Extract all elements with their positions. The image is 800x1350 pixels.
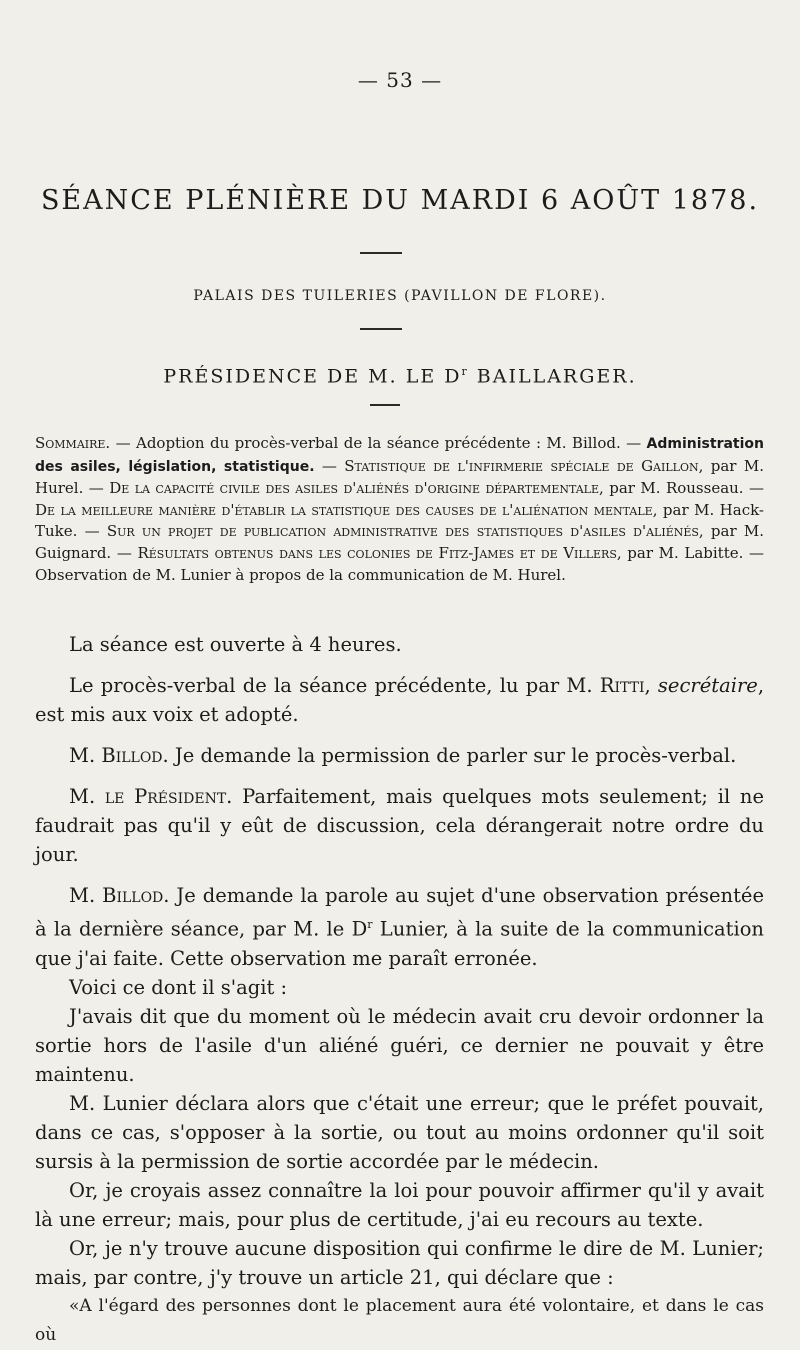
location-rule: [360, 328, 402, 330]
billod-1-text: Je demande la permission de parler sur le procès-verbal.: [168, 744, 737, 767]
summary-text-2: —: [314, 456, 345, 475]
summary-block: [35, 433, 764, 586]
summary-projet: Sur un projet de publication administrative des statistiques d'asiles d'aliénés: [106, 522, 699, 541]
summary-meilleure: De la meilleure manière d'établir la statistique des causes de l'aliénation mentale: [35, 500, 653, 519]
summary-stat-gaillon: Statistique de l'infirmerie spéciale de Gaillon: [344, 456, 699, 475]
paragraph-president: [35, 782, 764, 869]
presidence-prefix: PRÉSIDENCE DE M. LE D: [163, 365, 462, 388]
minutes-role: secrétaire: [657, 674, 758, 697]
summary-text-1: — Adoption du procès-verbal de la séance précédente : M. Billod. —: [110, 434, 647, 452]
paragraph-javais: J'avais dit que du moment où le médecin avait cru devoir ordonner la sortie hors de l'asile d'un aliéné guéri, ce dernier ne pouvait y être maintenu.: [35, 1004, 764, 1086]
location-line: PALAIS DES TUILERIES (PAVILLON DE FLORE).: [193, 288, 607, 304]
summary-admin: Administration des asiles, législation, statistique.: [35, 436, 764, 475]
summary-text-5: , par M. Hack-Tuke. —: [35, 500, 765, 541]
speaker-president: M. le Président.: [69, 785, 233, 808]
summary-resultats: Résultats obtenus dans les colonies de Fitz-James et de Villers: [137, 543, 617, 562]
billod-2-text-b: Lunier, à la suite de la communication que j'ai faite. Cette observation me paraît erronée.: [35, 917, 764, 970]
paragraph-quote: «A l'égard des personnes dont le placement aura été volontaire, et dans le cas où: [35, 1295, 764, 1345]
presidence-line: [0, 365, 800, 387]
minutes-text-c: , est mis aux voix et adopté.: [35, 674, 765, 726]
presidence-rule: [370, 404, 400, 406]
page-number: — 53 —: [357, 68, 443, 92]
billod-2-sup: r: [367, 918, 373, 931]
presidence-name: BAILLARGER.: [468, 365, 637, 388]
paragraph-billod-2: [35, 881, 764, 973]
minutes-name: Ritti: [599, 674, 645, 697]
paragraph-or-2: Or, je n'y trouve aucune disposition qui confirme le dire de M. Lunier; mais, par contre, j'y trouve un article 21, qui déclare que :: [35, 1236, 764, 1289]
paragraph-opening: La séance est ouverte à 4 heures.: [69, 633, 402, 656]
paragraph-or-1: Or, je croyais assez connaître la loi pour pouvoir affirmer qu'il y avait là une erreur; mais, pour plus de certitude, j'ai eu recours au texte.: [35, 1178, 764, 1231]
page-title: SÉANCE PLÉNIÈRE DU MARDI 6 AOÛT 1878.: [40, 185, 760, 216]
summary-capacite: De la capacité civile des asiles d'aliénés d'origine départementale: [109, 479, 600, 498]
president-text: Parfaitement, mais quelques mots seulement; il ne faudrait pas qu'il y eût de discussion, cela dérangerait notre ordre du jour.: [35, 785, 765, 866]
summary-text-3: , par M. Hurel. —: [35, 456, 764, 498]
presidence-sup: r: [461, 365, 469, 378]
paragraph-voici: Voici ce dont il s'agit :: [69, 975, 288, 999]
speaker-billod-2: M. Billod.: [69, 884, 170, 907]
summary-label: Sommaire.: [35, 434, 111, 452]
billod-2-text-a: Je demande la parole au sujet d'une observation présentée à la dernière séance, par M. le D: [35, 884, 764, 941]
title-rule: [360, 252, 402, 254]
paragraph-billod-1: [35, 741, 764, 770]
paragraph-lunier: M. Lunier déclara alors que c'était une erreur; que le préfet pouvait, dans ce cas, s'opposer à la sortie, ou tout au moins ordonner qu'il soit sursis à la permission de sortie accordée par le médecin.: [35, 1091, 764, 1173]
paragraph-minutes: [35, 671, 764, 729]
summary-text-4: , par M. Rousseau. —: [599, 479, 765, 498]
minutes-text-b: ,: [644, 674, 658, 697]
summary-text-7: , par M. Labitte. — Observation de M. Lunier à propos de la communication de M. Hurel.: [35, 543, 764, 584]
body-text: [35, 630, 764, 1350]
speaker-billod-1: M. Billod.: [69, 744, 169, 767]
minutes-text-a: Le procès-verbal de la séance précédente, lu par M.: [69, 674, 600, 697]
summary-text-6: , par M. Guignard. —: [35, 522, 764, 562]
